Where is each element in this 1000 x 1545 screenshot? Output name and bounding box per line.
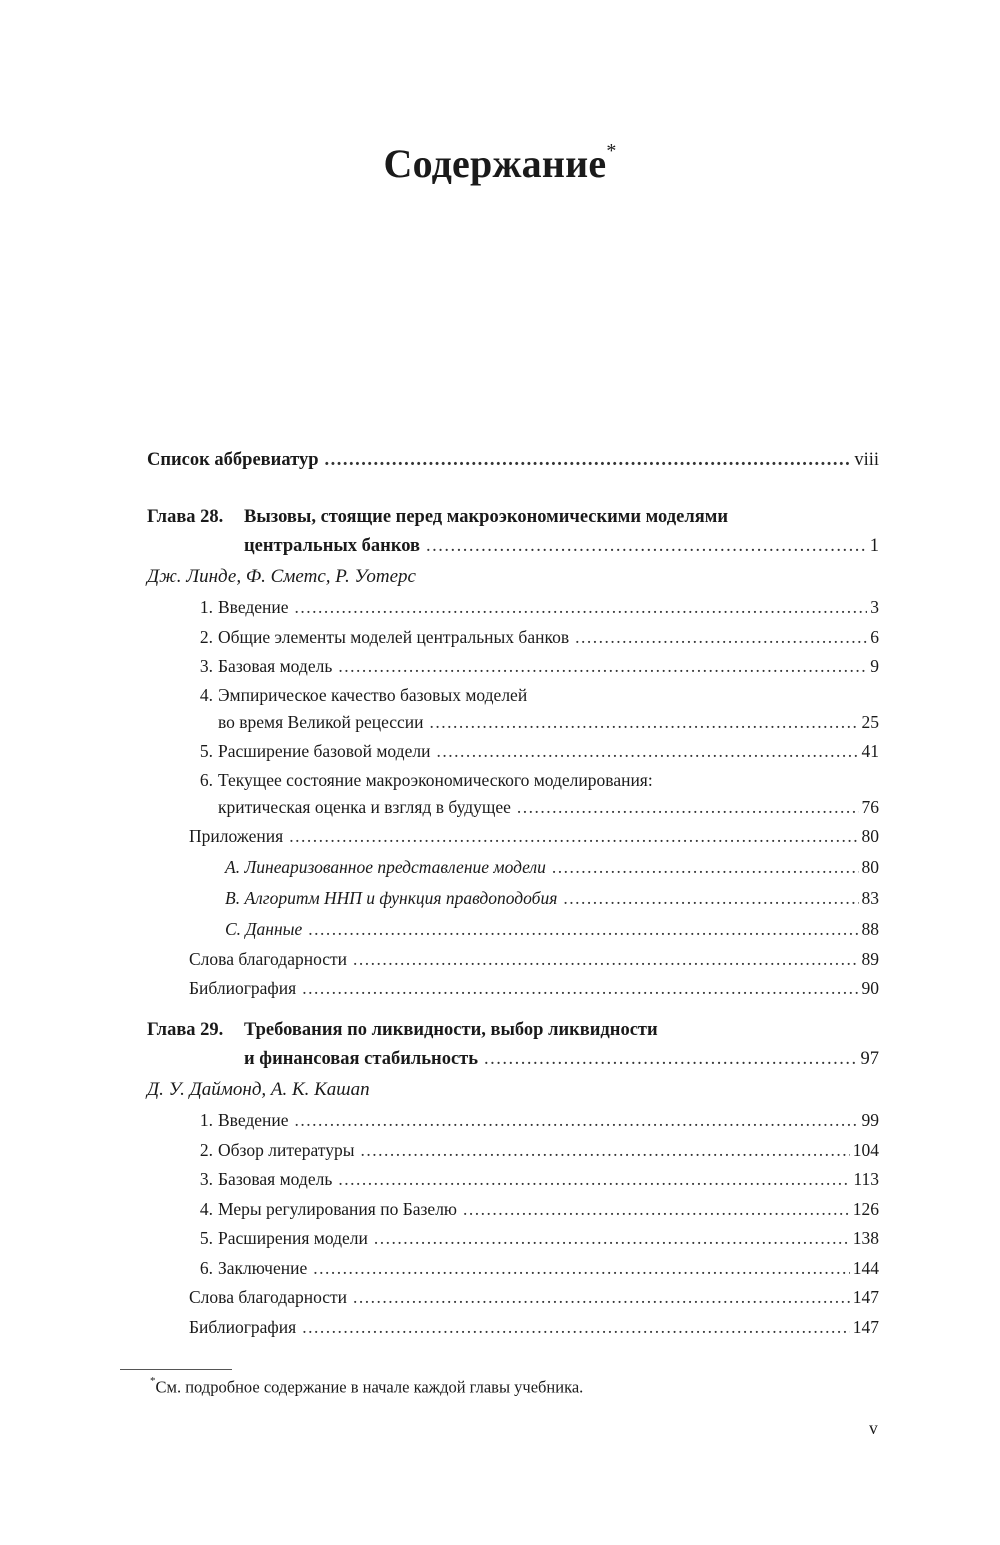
section-number: 5. — [199, 741, 213, 761]
section-page: 41 — [861, 741, 879, 761]
entry-label: Слова благодарности — [189, 1287, 348, 1307]
section-number: 3. — [199, 1169, 213, 1189]
section-number: 6. — [199, 1257, 213, 1278]
section-page: 104 — [852, 1139, 879, 1160]
toc-section-multiline[interactable] — [147, 682, 879, 708]
dot-leader — [324, 446, 851, 476]
appendix-label: A. Линеаризованное представление модели — [225, 856, 546, 877]
section-number: 1. — [199, 597, 213, 617]
toc-section[interactable] — [147, 1224, 879, 1254]
toc-section-cont[interactable] — [147, 708, 879, 738]
page-title-text: Содержание — [383, 141, 607, 186]
dot-leader — [563, 883, 858, 914]
dot-leader — [374, 1224, 850, 1254]
section-label: Меры регулирования по Базелю — [218, 1198, 458, 1219]
entry-page: viii — [854, 450, 879, 470]
section-number: 5. — [199, 1228, 213, 1248]
chapter-title-line2: и финансовая стабильность — [244, 1048, 479, 1069]
toc-section-multiline[interactable] — [147, 767, 879, 793]
entry-label: Список аббревиатур — [147, 450, 319, 470]
appendix-page: 80 — [861, 856, 879, 877]
chapter-29-heading[interactable] — [147, 1016, 879, 1045]
chapter-title-line2: центральных банков — [244, 535, 421, 556]
appendix-page: 88 — [861, 918, 879, 939]
section-label: во время Великой рецессии — [218, 711, 424, 732]
dot-leader — [552, 852, 859, 883]
chapter-28-title-cont[interactable] — [147, 532, 879, 562]
toc-bibliography[interactable] — [147, 1313, 879, 1343]
entry-page: 80 — [861, 826, 879, 846]
toc-acknowledgements[interactable] — [147, 945, 879, 975]
section-label-line1: Эмпирическое качество базовых моделей — [218, 684, 528, 705]
toc-section[interactable] — [147, 1165, 879, 1195]
dot-leader — [308, 914, 858, 945]
entry-page: 89 — [861, 948, 879, 969]
dot-leader — [430, 708, 859, 738]
chapter-title-line1: Вызовы, стоящие перед макроэкономическими моделями — [244, 506, 728, 527]
dot-leader — [338, 652, 867, 682]
dot-leader — [360, 1136, 849, 1166]
toc-appendix-item[interactable] — [147, 914, 879, 945]
toc-appendix-item[interactable] — [147, 883, 879, 914]
section-label: Базовая модель — [218, 656, 333, 676]
section-number: 2. — [199, 1139, 213, 1160]
section-page: 9 — [870, 656, 879, 676]
section-number: 3. — [199, 656, 213, 676]
footnote-marker: * — [606, 139, 617, 162]
entry-page: 147 — [852, 1316, 879, 1337]
section-label: Общие элементы моделей центральных банков — [218, 626, 570, 647]
table-of-contents — [147, 446, 879, 1342]
page-title — [0, 140, 1000, 187]
toc-section[interactable] — [147, 652, 879, 682]
dot-leader — [302, 974, 858, 1004]
entry-page: 147 — [852, 1287, 879, 1307]
entry-label: Библиография — [189, 978, 297, 998]
section-number: 4. — [199, 684, 213, 705]
section-page: 99 — [861, 1110, 879, 1130]
toc-section[interactable] — [147, 1195, 879, 1225]
dot-leader — [295, 1106, 859, 1136]
footnote-mark: * — [150, 1375, 156, 1387]
section-number: 1. — [199, 1110, 213, 1130]
dot-leader — [484, 1045, 857, 1075]
section-page: 25 — [861, 711, 879, 732]
dot-leader — [575, 623, 867, 653]
dot-leader — [302, 1313, 850, 1343]
section-label: Расширение базовой модели — [218, 741, 431, 761]
dot-leader — [426, 532, 867, 562]
footnote — [150, 1377, 583, 1398]
section-label: Базовая модель — [218, 1169, 333, 1189]
toc-section[interactable] — [147, 623, 879, 653]
section-page: 138 — [852, 1228, 879, 1248]
section-number: 4. — [199, 1198, 213, 1219]
chapter-title-line1: Требования по ликвидности, выбор ликвидности — [244, 1019, 658, 1040]
dot-leader — [463, 1195, 850, 1225]
toc-appendix-item[interactable] — [147, 852, 879, 883]
appendix-page: 83 — [861, 887, 879, 908]
section-label: критическая оценка и взгляд в будущее — [218, 796, 511, 817]
toc-acknowledgements[interactable] — [147, 1283, 879, 1313]
dot-leader — [338, 1165, 850, 1195]
footnote-text: См. подробное содержание в начале каждой главы учебника. — [155, 1377, 584, 1397]
dot-leader — [353, 945, 858, 975]
section-number: 6. — [199, 769, 213, 790]
dot-leader — [295, 593, 868, 623]
chapter-29-authors: Д. У. Даймонд, А. К. Кашап — [147, 1079, 370, 1100]
entry-label: Приложения — [189, 826, 284, 846]
section-page: 126 — [852, 1198, 879, 1219]
appendix-label: C. Данные — [225, 918, 303, 939]
section-label: Введение — [218, 1110, 289, 1130]
spacer — [147, 476, 879, 503]
page-number: v — [869, 1418, 878, 1438]
toc-section[interactable] — [147, 1106, 879, 1136]
section-label: Обзор литературы — [218, 1139, 355, 1160]
section-label: Расширения модели — [218, 1228, 368, 1248]
spacer — [147, 1004, 879, 1016]
dot-leader — [517, 793, 859, 823]
toc-section[interactable] — [147, 1136, 879, 1166]
footnote-divider — [120, 1369, 232, 1370]
dot-leader — [313, 1254, 850, 1284]
section-label: Заключение — [218, 1257, 308, 1278]
chapter-number: Глава 29. — [147, 1019, 224, 1040]
section-label-line1: Текущее состояние макроэкономического моделирования: — [218, 769, 653, 790]
dot-leader — [436, 737, 858, 767]
section-page: 144 — [852, 1257, 879, 1278]
chapter-29-title-cont[interactable] — [147, 1045, 879, 1075]
section-page: 3 — [870, 597, 879, 617]
toc-bibliography[interactable] — [147, 974, 879, 1004]
entry-page: 97 — [860, 1048, 879, 1069]
dot-leader — [353, 1283, 850, 1313]
entry-label: Слова благодарности — [189, 948, 348, 969]
toc-section[interactable] — [147, 1254, 879, 1284]
section-page: 76 — [861, 796, 879, 817]
entry-page: 1 — [869, 535, 879, 556]
chapter-28-authors: Дж. Линде, Ф. Сметс, Р. Уотерс — [147, 566, 416, 587]
toc-section-cont[interactable] — [147, 793, 879, 823]
section-page: 113 — [853, 1169, 879, 1189]
toc-entry-abbreviations[interactable] — [147, 446, 879, 476]
chapter-number: Глава 28. — [147, 506, 224, 527]
section-page: 6 — [870, 626, 879, 647]
section-number: 2. — [199, 626, 213, 647]
toc-section[interactable] — [147, 737, 879, 767]
entry-label: Библиография — [189, 1316, 297, 1337]
dot-leader — [289, 822, 858, 852]
toc-appendices[interactable] — [147, 822, 879, 852]
section-label: Введение — [218, 597, 289, 617]
toc-section[interactable] — [147, 593, 879, 623]
appendix-label: B. Алгоритм ННП и функция правдоподобия — [225, 887, 558, 908]
chapter-28-heading[interactable] — [147, 503, 879, 532]
entry-page: 90 — [861, 978, 879, 998]
